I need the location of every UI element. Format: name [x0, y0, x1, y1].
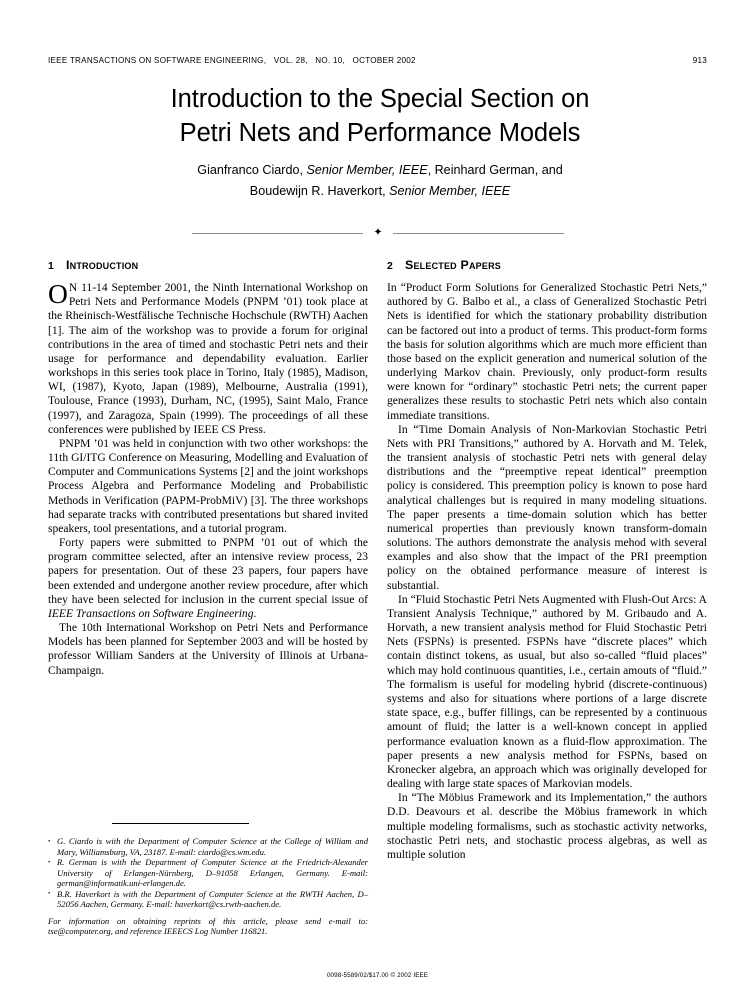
divider-rule-right: [393, 233, 564, 234]
intro-paragraph-3-text-b: .: [253, 607, 257, 620]
intro-paragraph-2: PNPM ’01 was held in conjunction with two other workshops: the 11th GI/ITG Conference on Measuring, Modelling and Evaluation of Computer and Communications Systems [2] and the joint workshops Process Algebra and Performance Modeling and Probabilistic Methods in Verification (PAPM-ProbMiV) [3]. The three workshops had separate tracks with contributed presentations but shared invited speakers, tool presentations, and a tutorial program.: [48, 437, 368, 535]
author-grade-ciardo: Senior Member, IEEE: [306, 163, 428, 177]
diamond-icon: ✦: [373, 226, 383, 239]
bullet-icon: •: [48, 890, 51, 898]
journal-name-italic: IEEE Transactions on Software Engineering: [48, 607, 254, 620]
column-right: [387, 258, 707, 862]
drop-cap-letter: O: [48, 278, 68, 309]
title-line-1: Introduction to the Special Section on: [170, 85, 590, 113]
intro-paragraph-1-text: 11-14 September 2001, the Ninth International Workshop on Petri Nets and Performance Models (PNPM ’01) took place at the Rheinisch-Westfälische Technische Hochschule (RWTH) Aachen [1]. The aim of the workshop was to provide a forum for original contributions in the area of timed and stochastic Petri nets and their usage for performance and dependability evaluation. Earlier workshops in this series took place in Torino, Italy (1985), Madison, WI, (1987), Kyoto, Japan (1989), Melbourne, Australia (1991), Toulouse, France (1993), Durham, NC, (1995), Saint Malo, France (1997), and Zaragoza, Spain (1999). The proceedings of all these conferences were published by IEEE CS Press.: [48, 282, 368, 436]
footnote-affiliation-haverkort-text: B.R. Haverkort is with the Department of Computer Science at the RWTH Aachen, D–52056 Aachen, Germany. E-mail: haverkort@cs.rwth-aachen.de.: [57, 888, 368, 910]
author-line-1: [60, 160, 700, 181]
section-title-introduction: Introduction: [66, 258, 139, 272]
intro-paragraph-3-text-a: Forty papers were submitted to PNPM ’01 out of which the program committee selected, after an intensive review process, 23 papers for presentation. Out of these 23 papers, four papers have been extended and undergone another review procedure, after which they have been selected for inclusion in the current special issue of: [48, 537, 368, 606]
intro-paragraph-4: The 10th International Workshop on Petri Nets and Performance Models has been planned for September 2003 and will be hosted by professor William Sanders at the University of Illinois at Urbana-Champaign.: [48, 622, 368, 677]
selected-papers-paragraph-2: In “Time Domain Analysis of Non-Markovian Stochastic Petri Nets with PRI Transitions,” authored by A. Horvath and M. Telek, the transient analysis of stochastic Petri nets with general delay distributions and the “preemptive repeat identical” preemption policy is considered. This preemption policy is known to pose hard analytical challenges but is required in many modeling situations. The paper presents a time-domain solution which has better numerical properties than previously known transform-domain solutions. The authors demonstrate the analysis mehod with several examples and also show that the impact of the PRI preemption policy on the obtained performance measure of interest is substantial.: [387, 423, 707, 592]
section-title-selected-papers: Selected Papers: [405, 258, 501, 272]
footnote-reprints: For information on obtaining reprints of this article, please send e-mail to: tse@computer.org, and reference IEEECS Log Number 116821.: [48, 915, 368, 937]
author-name-german: , Reinhard German, and: [427, 163, 563, 177]
intro-paragraph-1: [48, 278, 368, 437]
author-grade-haverkort: Senior Member, IEEE: [389, 184, 511, 198]
selected-papers-paragraph-4: In “The Möbius Framework and its Implementation,” the authors D.D. Deavours et al. describe the Möbius framework in which multiple modeling formalisms, such as stochastic activity networks, stochastic Petri nets, and stochastic process algebras, as well as multiple solution: [387, 792, 707, 861]
drop-cap-run-in: N: [68, 282, 78, 294]
author-name-haverkort: Boudewijn R. Haverkort,: [249, 184, 390, 198]
footnote-affiliation-german: [48, 857, 368, 889]
running-head: [48, 56, 707, 65]
footnote-affiliation-ciardo-text: G. Ciardo is with the Department of Computer Science at the College of William and Mary, Williamsburg, VA, 23187. E-mail: ciardo@cs.wm.edu.: [57, 836, 368, 857]
copyright-line: 0098-5589/02/$17.00 © 2002 IEEE: [326, 972, 429, 979]
section-divider: [192, 228, 564, 239]
author-byline: [60, 160, 700, 202]
title-line-2: Petri Nets and Performance Models: [179, 119, 581, 147]
intro-paragraph-3: [48, 536, 368, 621]
column-left: [48, 258, 368, 678]
journal-title-line: IEEE TRANSACTIONS ON SOFTWARE ENGINEERING, VOL. 28, NO. 10, OCTOBER 2002: [48, 56, 416, 65]
section-number-1: 1: [48, 261, 54, 272]
section-number-2: 2: [387, 261, 393, 272]
bullet-icon: •: [48, 858, 51, 866]
section-heading-introduction: [48, 258, 368, 272]
selected-papers-paragraph-1: In “Product Form Solutions for Generalized Stochastic Petri Nets,” authored by G. Balbo et al., a class of Generalized Stochastic Petri Nets is identified for which the stationary probability distribution can be factored out into a product of terms. This product-form forms the basis for solution algorithms which are much more efficient than those based on the explicit generation and numerical solution of the underlying Markov chain. Previously, only product-form results were known for “ordinary” stochastic Petri nets; the current paper generalizes these results to stochastic Petri nets which also contain immediate transitions.: [387, 282, 707, 422]
footnote-affiliation-haverkort: [48, 889, 368, 910]
footnote-block: [48, 836, 368, 937]
footnote-divider: [112, 823, 249, 824]
bullet-icon: •: [48, 837, 51, 845]
section-heading-selected-papers: [387, 258, 707, 272]
author-line-2: [60, 181, 700, 202]
page-title: [60, 82, 700, 150]
footnote-affiliation-ciardo: [48, 836, 368, 857]
author-name-ciardo: Gianfranco Ciardo,: [197, 163, 307, 177]
selected-papers-paragraph-3: In “Fluid Stochastic Petri Nets Augmented with Flush-Out Arcs: A Transient Analysis Technique,” authored by M. Gribaudo and A. Horvath, a new transient analysis method for Fluid Stochastic Petri Nets (FSPNs) is presented. FSPNs have “discrete places” which contain distinct tokens, as usual, but also so-called “fluid places” which may hold continuous quantities, i.e., certain amouts of “fluid.” The formalism is useful for modeling hybrid (discrete-continuous) systems and also for situations where portions of a large discrete state space, e.g., buffer fillings, can be represented by a continuous amount of fluid; the latter is a well-known concept in applied performance evaluation known as a fluid-flow approximation. The paper presents a new analysis method for FSPNs, based on Kronecker algebra, an approach which was originally developed for dealing with large state spaces of Markovian models.: [387, 593, 707, 791]
divider-rule-left: [192, 233, 363, 234]
page-number: 913: [692, 56, 707, 65]
footnote-affiliation-german-text: R. German is with the Department of Computer Science at the Friedrich-Alexander University of Erlangen-Nürnberg, D–91058 Erlangen, Germany. E-mail: german@informatik.uni-erlangen.de.: [57, 857, 368, 889]
